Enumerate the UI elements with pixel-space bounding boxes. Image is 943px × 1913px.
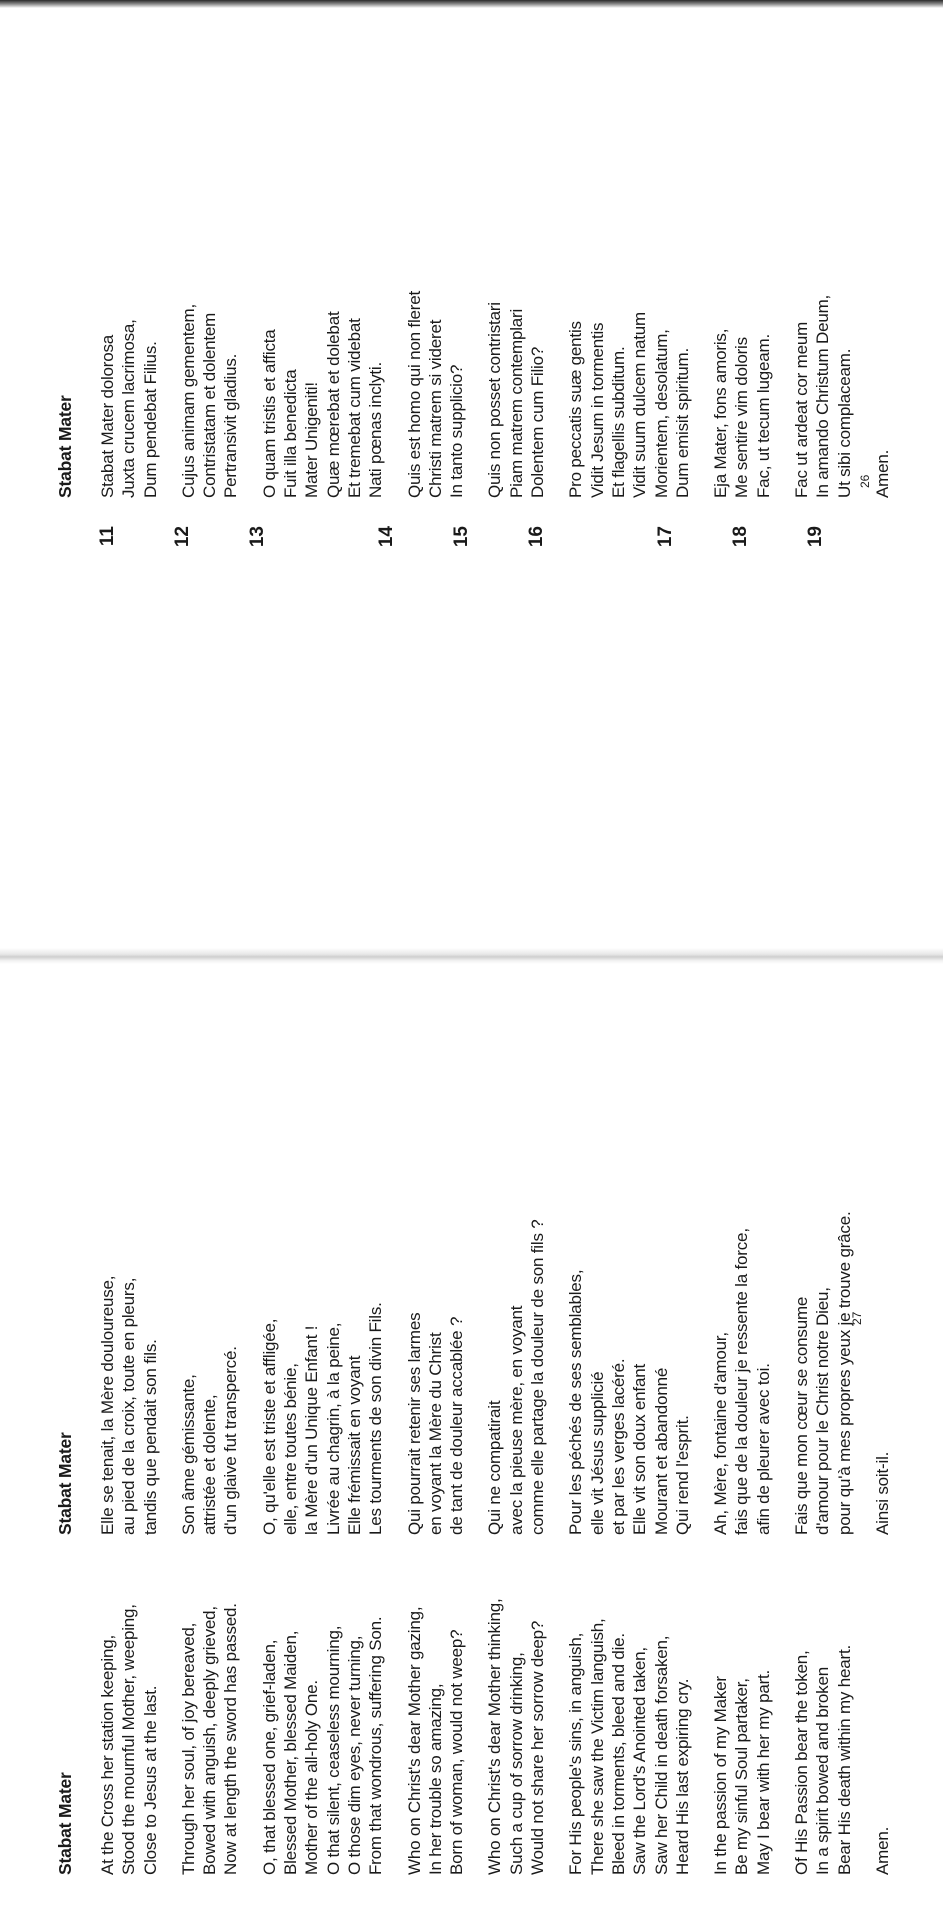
verse-line: Elle vit son doux enfant bbox=[630, 1364, 650, 1535]
verse-line: There she saw the Victim languish, bbox=[587, 1618, 607, 1875]
verse-line: Pour les péchés de ses semblables, bbox=[566, 1269, 586, 1535]
number-pad bbox=[695, 520, 713, 900]
stanza bbox=[710, 0, 774, 498]
stanza-numbers bbox=[55, 520, 844, 900]
stanza bbox=[791, 0, 855, 498]
verse-line: O quam tristis et afficta bbox=[259, 329, 279, 498]
stanza-number: 13 bbox=[247, 526, 268, 548]
stanza-number-block bbox=[805, 520, 827, 900]
verse-line: pour qu'à mes propres yeux je trouve grâce. bbox=[834, 1211, 854, 1535]
latin-title: Stabat Mater bbox=[55, 395, 75, 498]
verse-line: Pertransivit gladius. bbox=[221, 353, 241, 498]
stanza bbox=[872, 1175, 893, 1535]
stanza-number: 16 bbox=[526, 526, 547, 548]
verse-line: Elle se tenait, la Mère douloureuse, bbox=[98, 1275, 117, 1535]
stanza bbox=[404, 0, 468, 498]
latin-column bbox=[55, 0, 910, 498]
verse-line: Morientem, desolatum, bbox=[651, 329, 671, 498]
number-pad bbox=[752, 520, 770, 900]
english-stanzas bbox=[97, 1545, 893, 1875]
verse-line: Cujus animam gementem, bbox=[178, 303, 198, 498]
stanza-number-block bbox=[376, 520, 434, 900]
stanza bbox=[565, 1545, 693, 1875]
verse-line: tandis que pendait son fils. bbox=[140, 1339, 160, 1535]
verse-line: In amando Christum Deum, bbox=[813, 294, 833, 498]
verse-line: Dolentem cum Filio? bbox=[528, 346, 548, 498]
number-pad bbox=[212, 520, 230, 900]
verse-line: O, qu'elle est triste et affligée, bbox=[259, 1318, 279, 1535]
verse-line: Ut sibi complaceam. bbox=[834, 348, 854, 498]
verse-line: O, that blessed one, grief-laden, bbox=[259, 1639, 279, 1875]
stanza bbox=[404, 1545, 468, 1875]
verse-line: In a spirit bowed and broken bbox=[813, 1667, 833, 1875]
numbers-spacer bbox=[55, 520, 76, 900]
verse-line: Heard His last expiring cry. bbox=[672, 1678, 692, 1875]
english-title: Stabat Mater bbox=[55, 1772, 75, 1875]
number-pad bbox=[416, 520, 434, 900]
page-number-26: 26 bbox=[858, 474, 872, 488]
verse-line: Ainsi soit-il. bbox=[872, 1451, 892, 1535]
verse-line: et par les verges lacéré. bbox=[608, 1358, 628, 1535]
verse-line: Quis est homo qui non fleret bbox=[404, 290, 424, 498]
verse-line: Quis non posset contristari bbox=[485, 302, 505, 498]
verse-line: Et tremebat cum videbat bbox=[344, 318, 364, 498]
verse-line: Stood the mournful Mother, weeping, bbox=[119, 1604, 139, 1875]
number-pad bbox=[194, 520, 212, 900]
stanza bbox=[259, 0, 387, 498]
verse-line: Mourant et abandonné bbox=[651, 1367, 671, 1535]
verse-line: Christi matrem si videret bbox=[425, 319, 445, 498]
verse-line: Who on Christ's dear Mother thinking, bbox=[485, 1598, 505, 1875]
verse-line: Amen. bbox=[872, 1826, 892, 1875]
french-column bbox=[55, 1175, 910, 1535]
number-pad bbox=[341, 520, 359, 900]
verse-line: Les tourments de son divin Fils. bbox=[366, 1302, 386, 1535]
verse-line: Through her soul, of joy bereaved, bbox=[178, 1622, 198, 1875]
number-pad bbox=[287, 520, 305, 900]
verse-line: Fac ut ardeat cor meum bbox=[792, 321, 812, 498]
verse-line: Me sentire vim doloris bbox=[732, 337, 752, 498]
verse-line: Such a cup of sorrow drinking, bbox=[506, 1652, 526, 1875]
number-pad bbox=[305, 520, 323, 900]
stanza bbox=[872, 0, 893, 498]
page-number-27: 27 bbox=[850, 1311, 864, 1325]
verse-line: Livrée au chagrin, à la peine, bbox=[323, 1322, 343, 1535]
verse-line: Mater Unigeniti! bbox=[302, 382, 322, 498]
stanza bbox=[178, 1545, 242, 1875]
french-stanzas bbox=[97, 1175, 893, 1535]
number-pad bbox=[119, 520, 137, 900]
verse-line: Would not share her sorrow deep? bbox=[528, 1620, 548, 1875]
verse-line: Et flagellis subditum. bbox=[608, 346, 628, 498]
verse-line: Dum pendebat Filius. bbox=[140, 341, 160, 498]
verse-line: Juxta crucem lacrimosa, bbox=[119, 319, 139, 498]
stanza bbox=[710, 1545, 774, 1875]
number-pad bbox=[602, 520, 620, 900]
stanza bbox=[97, 1545, 161, 1875]
verse-line: Vidit suum dulcem natum bbox=[630, 312, 650, 498]
verse-line: Dum emisit spiritum. bbox=[672, 348, 692, 498]
verse-line: Amen. bbox=[872, 449, 892, 498]
number-pad bbox=[473, 520, 491, 900]
stanza-number-block bbox=[655, 520, 713, 900]
verse-line: Contristatam et dolentem bbox=[200, 312, 220, 498]
verse-line: Now at length the sword has passed. bbox=[221, 1603, 241, 1875]
stanza bbox=[791, 1545, 855, 1875]
verse-line: For His people's sins, in anguish, bbox=[566, 1632, 586, 1875]
verse-line: attristée et dolente, bbox=[200, 1394, 220, 1535]
verse-line: Saw the Lord's Anointed taken, bbox=[630, 1647, 650, 1875]
english-column bbox=[55, 1545, 910, 1875]
stanza-number-block bbox=[172, 520, 230, 900]
stanza bbox=[565, 0, 693, 498]
verse-line: d'amour pour le Christ notre Dieu, bbox=[813, 1287, 833, 1535]
verse-line: comme elle partage la douleur de son fils ? bbox=[528, 1219, 548, 1535]
stanza-number-block bbox=[97, 520, 155, 900]
verse-line: avec la pieuse mère, en voyant bbox=[506, 1305, 526, 1535]
verse-line: Son âme gémissante, bbox=[178, 1374, 198, 1535]
stanza bbox=[97, 1175, 161, 1535]
stanza-number-block bbox=[451, 520, 509, 900]
stanza-number: 12 bbox=[172, 526, 193, 548]
latin-page-content bbox=[0, 0, 943, 900]
latin-page bbox=[0, 0, 943, 950]
stanza bbox=[178, 0, 242, 498]
stanza bbox=[178, 1175, 242, 1535]
verse-line: Vidit Jesum in tormentis bbox=[587, 322, 607, 498]
stanza bbox=[710, 1175, 774, 1535]
verse-line: la Mère d'un Unique Enfant ! bbox=[302, 1325, 322, 1535]
stanza-number-block bbox=[730, 520, 788, 900]
stanza bbox=[259, 1175, 387, 1535]
stanza-number: 11 bbox=[97, 526, 118, 547]
verse-line: Qui pourrait retenir ses larmes bbox=[404, 1312, 424, 1535]
verse-line: Close to Jesus at the last. bbox=[140, 1685, 160, 1875]
verse-line: Fac, ut tecum lugeam. bbox=[753, 334, 773, 498]
stanza bbox=[484, 1175, 548, 1535]
verse-line: Of His Passion bear the token, bbox=[792, 1650, 812, 1875]
verse-line: Elle frémissait en voyant bbox=[344, 1355, 364, 1535]
number-pad bbox=[398, 520, 416, 900]
stanza-number: 17 bbox=[655, 526, 676, 548]
verse-line: afin de pleurer avec toi. bbox=[753, 1363, 773, 1535]
verse-line: In tanto supplicio? bbox=[447, 364, 467, 498]
number-pad bbox=[269, 520, 287, 900]
verse-line: elle vit Jésus supplicié bbox=[587, 1371, 607, 1535]
stanza-number: 14 bbox=[376, 526, 397, 548]
verse-line: From that wondrous, suffering Son. bbox=[366, 1616, 386, 1875]
verse-line: fais que de la douleur je ressente la force, bbox=[732, 1228, 752, 1535]
verse-line: Saw her Child in death forsaken, bbox=[651, 1635, 671, 1875]
verse-line: Be my sinful Soul partaker, bbox=[732, 1678, 752, 1875]
number-pad bbox=[620, 520, 638, 900]
verse-line: en voyant la Mère du Christ bbox=[425, 1332, 445, 1535]
latin-stanzas bbox=[97, 0, 893, 498]
number-pad bbox=[566, 520, 584, 900]
verse-line: Stabat Mater dolorosa bbox=[98, 334, 117, 498]
verse-line: Born of woman, would not weep? bbox=[447, 1629, 467, 1875]
verse-line: Blessed Mother, blessed Maiden, bbox=[281, 1630, 301, 1875]
verse-line: Quæ mœrebat et dolebat bbox=[323, 311, 343, 498]
verse-line: O those dim eyes, never turning, bbox=[344, 1635, 364, 1875]
verse-line: May I bear with her my part. bbox=[753, 1669, 773, 1875]
verse-line: At the Cross her station keeping, bbox=[98, 1634, 117, 1875]
translation-page-content bbox=[0, 960, 943, 1890]
verse-line: Piam matrem contemplari bbox=[506, 308, 526, 498]
stanza-number: 15 bbox=[451, 526, 472, 548]
french-title: Stabat Mater bbox=[55, 1432, 75, 1535]
stanza-number: 19 bbox=[805, 526, 826, 548]
stanza bbox=[259, 1545, 387, 1875]
stanza bbox=[404, 1175, 468, 1535]
verse-line: d'un glaive fut transpercé. bbox=[221, 1346, 241, 1535]
stanza-number: 18 bbox=[730, 526, 751, 548]
stanza bbox=[872, 1545, 893, 1875]
verse-line: Fais que mon cœur se consume bbox=[792, 1296, 812, 1535]
stanza bbox=[565, 1175, 693, 1535]
verse-line: Fuit illa benedicta bbox=[281, 369, 301, 498]
verse-line: Bowed with anguish, deeply grieved, bbox=[200, 1606, 220, 1875]
number-pad bbox=[584, 520, 602, 900]
verse-line: In her trouble so amazing, bbox=[425, 1683, 445, 1875]
number-pad bbox=[491, 520, 509, 900]
verse-line: Nati pœnas inclyti. bbox=[366, 361, 386, 498]
stanza bbox=[484, 0, 548, 498]
number-pad bbox=[137, 520, 155, 900]
verse-line: Bleed in torments, bleed and die. bbox=[608, 1633, 628, 1875]
stanza bbox=[97, 0, 161, 498]
verse-line: In the passion of my Maker bbox=[711, 1676, 731, 1875]
verse-line: Who on Christ's dear Mother gazing, bbox=[404, 1606, 424, 1875]
verse-line: Ah, Mère, fontaine d'amour, bbox=[711, 1332, 731, 1535]
verse-line: au pied de la croix, toute en pleurs, bbox=[119, 1277, 139, 1535]
number-pad bbox=[323, 520, 341, 900]
verse-line: de tant de douleur accablée ? bbox=[447, 1316, 467, 1535]
verse-line: Bear His death within my heart. bbox=[834, 1644, 854, 1875]
number-pad bbox=[677, 520, 695, 900]
verse-line: Qui rend l'esprit. bbox=[672, 1415, 692, 1535]
stanza-number-block bbox=[247, 520, 359, 900]
translation-page bbox=[0, 960, 943, 1913]
verse-line: elle, entre toutes bénie, bbox=[281, 1363, 301, 1535]
stanza bbox=[484, 1545, 548, 1875]
verse-line: O that silent, ceaseless mourning, bbox=[323, 1625, 343, 1875]
stanza bbox=[791, 1175, 855, 1535]
verse-line: Mother of the all-holy One. bbox=[302, 1680, 322, 1875]
number-pad bbox=[770, 520, 788, 900]
verse-line: Eja Mater, fons amoris, bbox=[711, 328, 731, 498]
number-pad bbox=[548, 520, 566, 900]
verse-line: Qui ne compatirait bbox=[485, 1400, 505, 1535]
stanza-number-block bbox=[526, 520, 638, 900]
verse-line: Pro peccatis suæ gentis bbox=[566, 321, 586, 498]
